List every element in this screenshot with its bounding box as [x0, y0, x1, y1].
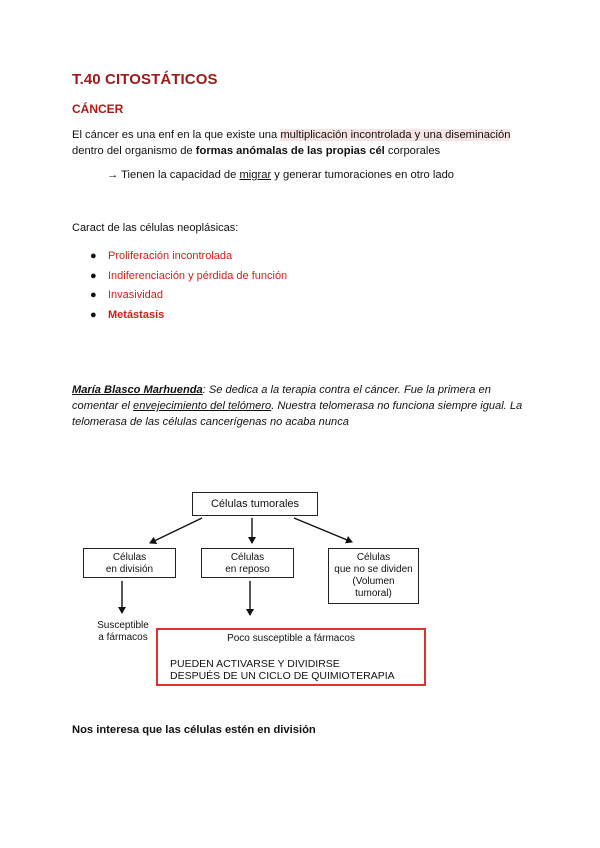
intro-highlight: multiplicación incontrolada y una diseminación — [280, 129, 511, 141]
bullet-icon: ● — [90, 250, 97, 262]
conclusion-text: Nos interesa que las células estén en división — [72, 724, 316, 736]
label-line: Susceptible — [97, 620, 149, 631]
page-title: T.40 CITOSTÁTICOS — [72, 71, 218, 88]
box-line: tumoral) — [355, 588, 392, 599]
poorly-susceptible-box — [156, 628, 426, 686]
box-line: Células — [112, 552, 147, 563]
intro-bold: formas anómalas de las propias cél — [195, 145, 385, 157]
arrow-icon: → — [107, 169, 119, 181]
label-line: a fármacos — [98, 632, 148, 643]
quote-text-1: : Se dedica a la terapia contra el cáncer. Fue la primera en comentar el — [72, 384, 491, 412]
quote-text-2: . Nuestra telomerasa no funciona siempre igual. La telomerasa de las células cancerígenas no acaba nunca — [72, 400, 523, 428]
box-line: en reposo — [225, 564, 270, 575]
poorly-susceptible-body — [170, 658, 395, 682]
poorly-susceptible-heading: Poco susceptible a fármacos — [227, 633, 355, 644]
arrow-root-to-nondividing — [294, 518, 352, 542]
body-line: PUEDEN ACTIVARSE Y DIVIDIRSE — [170, 658, 340, 670]
arrow-root-to-division — [150, 518, 202, 543]
diagram-root-box: Células tumorales — [192, 492, 318, 516]
note-post: y generar tumoraciones en otro lado — [271, 169, 455, 181]
section-heading: CÁNCER — [72, 102, 124, 116]
diagram-nondividing-box — [328, 548, 419, 604]
susceptible-label — [88, 620, 158, 644]
intro-text-1: El cáncer es una enf en la que existe una — [72, 129, 281, 141]
bullet-icon: ● — [90, 269, 97, 282]
box-line: en división — [105, 564, 154, 575]
box-line: Células — [230, 552, 265, 563]
bullet-icon: ● — [90, 308, 97, 321]
diagram-rest-box — [201, 548, 294, 578]
quote-author: María Blasco Marhuenda — [72, 384, 203, 396]
box-line: que no se dividen — [334, 564, 413, 575]
box-line: (Volumen — [352, 576, 395, 587]
quote-underlined: envejecimiento del telómero — [133, 400, 272, 412]
body-line: DESPUÉS DE UN CICLO DE QUIMIOTERAPIA — [170, 670, 395, 682]
list-item-text: Metástasis — [108, 308, 165, 321]
list-item-text: Proliferación incontrolada — [108, 250, 233, 262]
note-underlined: migrar — [239, 169, 272, 181]
diagram-division-box — [83, 548, 176, 578]
list-item-text: Invasividad — [108, 289, 164, 301]
bullet-icon: ● — [90, 289, 97, 301]
intro-text-2: dentro del organismo de — [72, 145, 196, 157]
list-item-text: Indiferenciación y pérdida de función — [108, 269, 288, 282]
characteristics-heading: Caract de las células neoplásicas: — [72, 222, 239, 234]
intro-text-3: corporales — [384, 145, 441, 157]
note-pre: Tienen la capacidad de — [121, 169, 240, 181]
box-line: Células — [356, 552, 391, 563]
